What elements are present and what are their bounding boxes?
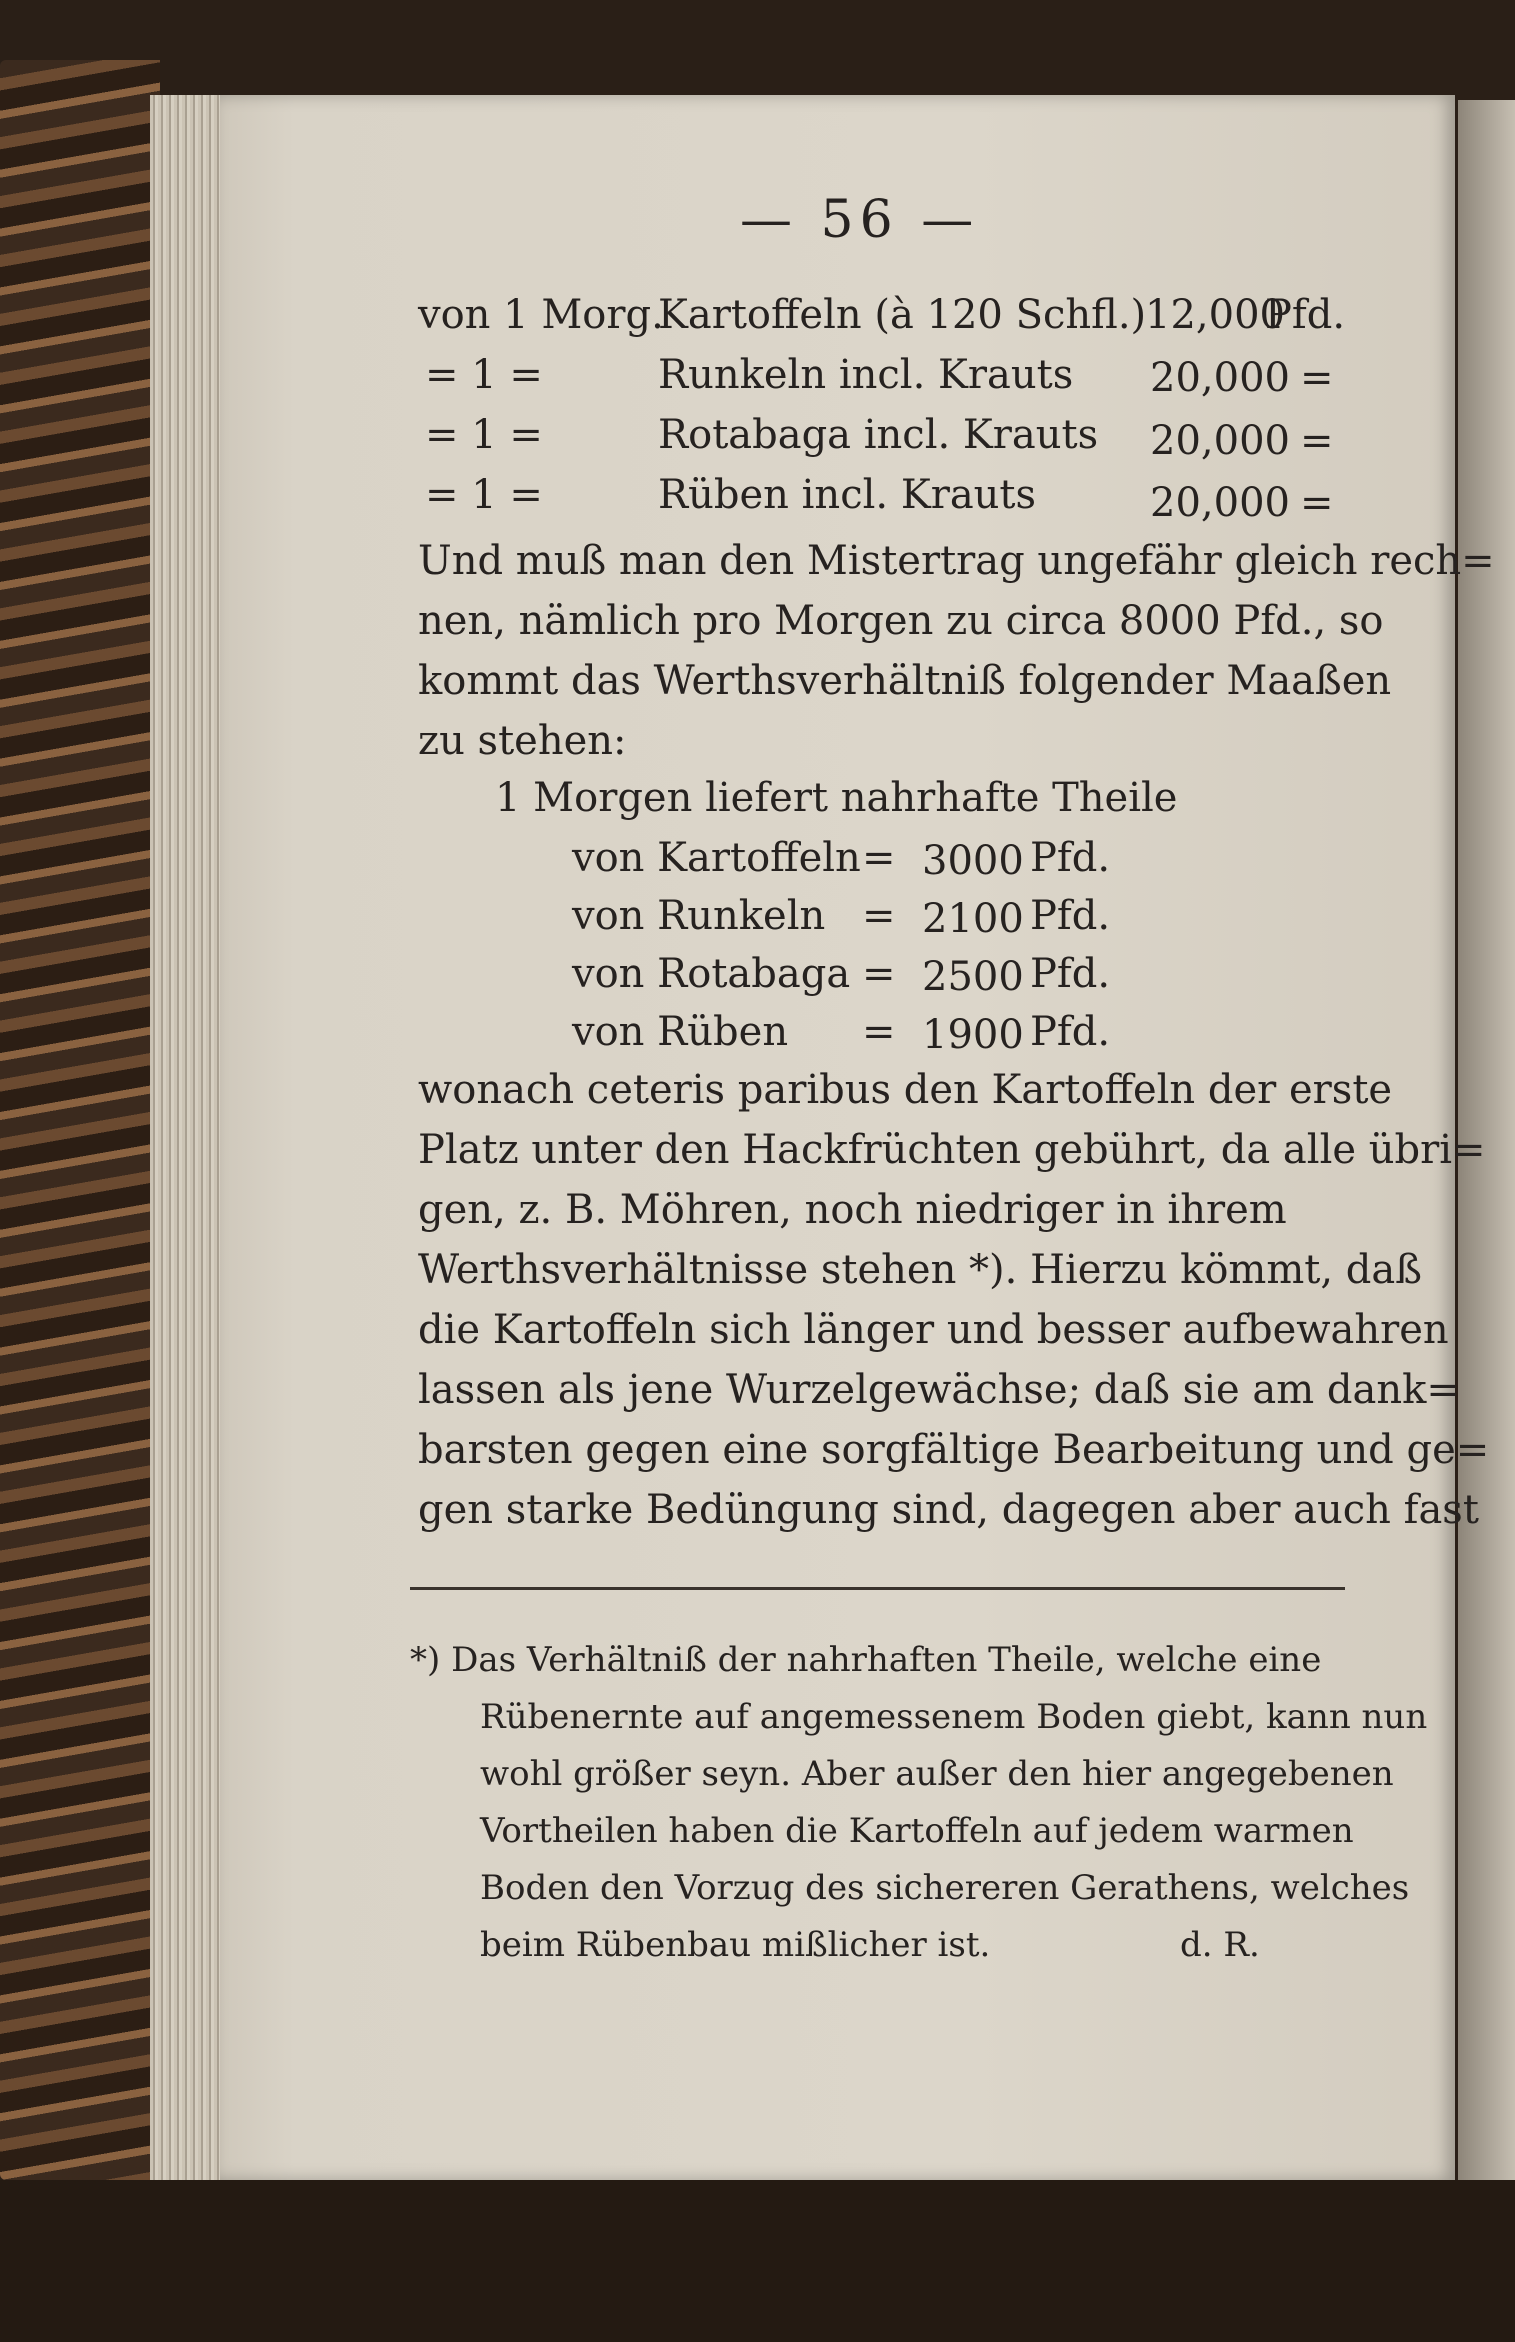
text-line: barsten gegen eine sorgfältige Bearbeitung und ge= bbox=[418, 1427, 1490, 1473]
row-value: 3000 bbox=[922, 838, 1024, 884]
row-label: von Kartoffeln bbox=[572, 835, 861, 881]
row-value: 12,000 bbox=[1145, 292, 1285, 338]
row-value: 20,000 bbox=[1150, 480, 1290, 526]
text-line: gen starke Bedüngung sind, dagegen aber auch fast bbox=[418, 1487, 1479, 1533]
footnote-line: wohl größer seyn. Aber außer den hier angegebenen bbox=[480, 1754, 1394, 1794]
row-value: 1900 bbox=[922, 1012, 1024, 1058]
row-eq: = bbox=[862, 951, 896, 997]
row-unit: = bbox=[1300, 418, 1334, 464]
row-unit: Pfd. bbox=[1030, 893, 1111, 939]
row-unit: Pfd. bbox=[1265, 292, 1346, 338]
row-unit: = bbox=[1300, 355, 1334, 401]
row-unit: Pfd. bbox=[1030, 1009, 1111, 1055]
text-line: wonach ceteris paribus den Kartoffeln der erste bbox=[418, 1067, 1393, 1113]
row-unit: Pfd. bbox=[1030, 951, 1111, 997]
table-heading: 1 Morgen liefert nahrhafte Theile bbox=[495, 775, 1178, 821]
row-value: 20,000 bbox=[1150, 418, 1290, 464]
row-item: Kartoffeln (à 120 Schfl.) bbox=[658, 292, 1147, 338]
row-prefix: = 1 = bbox=[425, 352, 543, 398]
background bbox=[0, 2180, 1515, 2342]
page-number: — 56 — bbox=[740, 190, 980, 250]
row-unit: Pfd. bbox=[1030, 835, 1111, 881]
row-value: 20,000 bbox=[1150, 355, 1290, 401]
footnote-signature: d. R. bbox=[1180, 1925, 1260, 1965]
row-eq: = bbox=[862, 1009, 896, 1055]
row-label: von Rotabaga bbox=[572, 951, 851, 997]
row-label: von Rüben bbox=[572, 1009, 789, 1055]
row-label: von Runkeln bbox=[572, 893, 826, 939]
row-prefix: = 1 = bbox=[425, 412, 543, 458]
row-item: Rotabaga incl. Krauts bbox=[658, 412, 1099, 458]
row-item: Rüben incl. Krauts bbox=[658, 472, 1037, 518]
footnote-line: *) Das Verhältniß der nahrhaften Theile, welche eine bbox=[410, 1640, 1322, 1680]
footnote-rule bbox=[410, 1587, 1345, 1590]
row-prefix: von 1 Morg. bbox=[418, 292, 664, 338]
text-line: lassen als jene Wurzelgewächse; daß sie am dank= bbox=[418, 1367, 1460, 1413]
text-line: zu stehen: bbox=[418, 718, 627, 764]
text-line: Werthsverhältnisse stehen *). Hierzu kömmt, daß bbox=[418, 1247, 1422, 1293]
row-value: 2100 bbox=[922, 896, 1024, 942]
book-cover bbox=[0, 60, 160, 2180]
footnote-line: beim Rübenbau mißlicher ist. bbox=[480, 1925, 991, 1965]
row-eq: = bbox=[862, 835, 896, 881]
text-line: nen, nämlich pro Morgen zu circa 8000 Pfd., so bbox=[418, 598, 1384, 644]
footnote-line: Rübenernte auf angemessenem Boden giebt, kann nun bbox=[480, 1697, 1428, 1737]
row-value: 2500 bbox=[922, 954, 1024, 1000]
text-line: kommt das Werthsverhältniß folgender Maaßen bbox=[418, 658, 1392, 704]
row-eq: = bbox=[862, 893, 896, 939]
page-edges bbox=[150, 95, 230, 2180]
text-line: Und muß man den Mistertrag ungefähr gleich rech= bbox=[418, 538, 1495, 584]
footnote-line: Vortheilen haben die Kartoffeln auf jedem warmen bbox=[480, 1811, 1354, 1851]
footnote-line: Boden den Vorzug des sichereren Gerathens, welches bbox=[480, 1868, 1410, 1908]
text-line: die Kartoffeln sich länger und besser aufbewahren bbox=[418, 1307, 1449, 1353]
row-item: Runkeln incl. Krauts bbox=[658, 352, 1074, 398]
row-unit: = bbox=[1300, 480, 1334, 526]
row-prefix: = 1 = bbox=[425, 472, 543, 518]
text-line: gen, z. B. Möhren, noch niedriger in ihrem bbox=[418, 1187, 1287, 1233]
text-line: Platz unter den Hackfrüchten gebührt, da alle übri= bbox=[418, 1127, 1486, 1173]
